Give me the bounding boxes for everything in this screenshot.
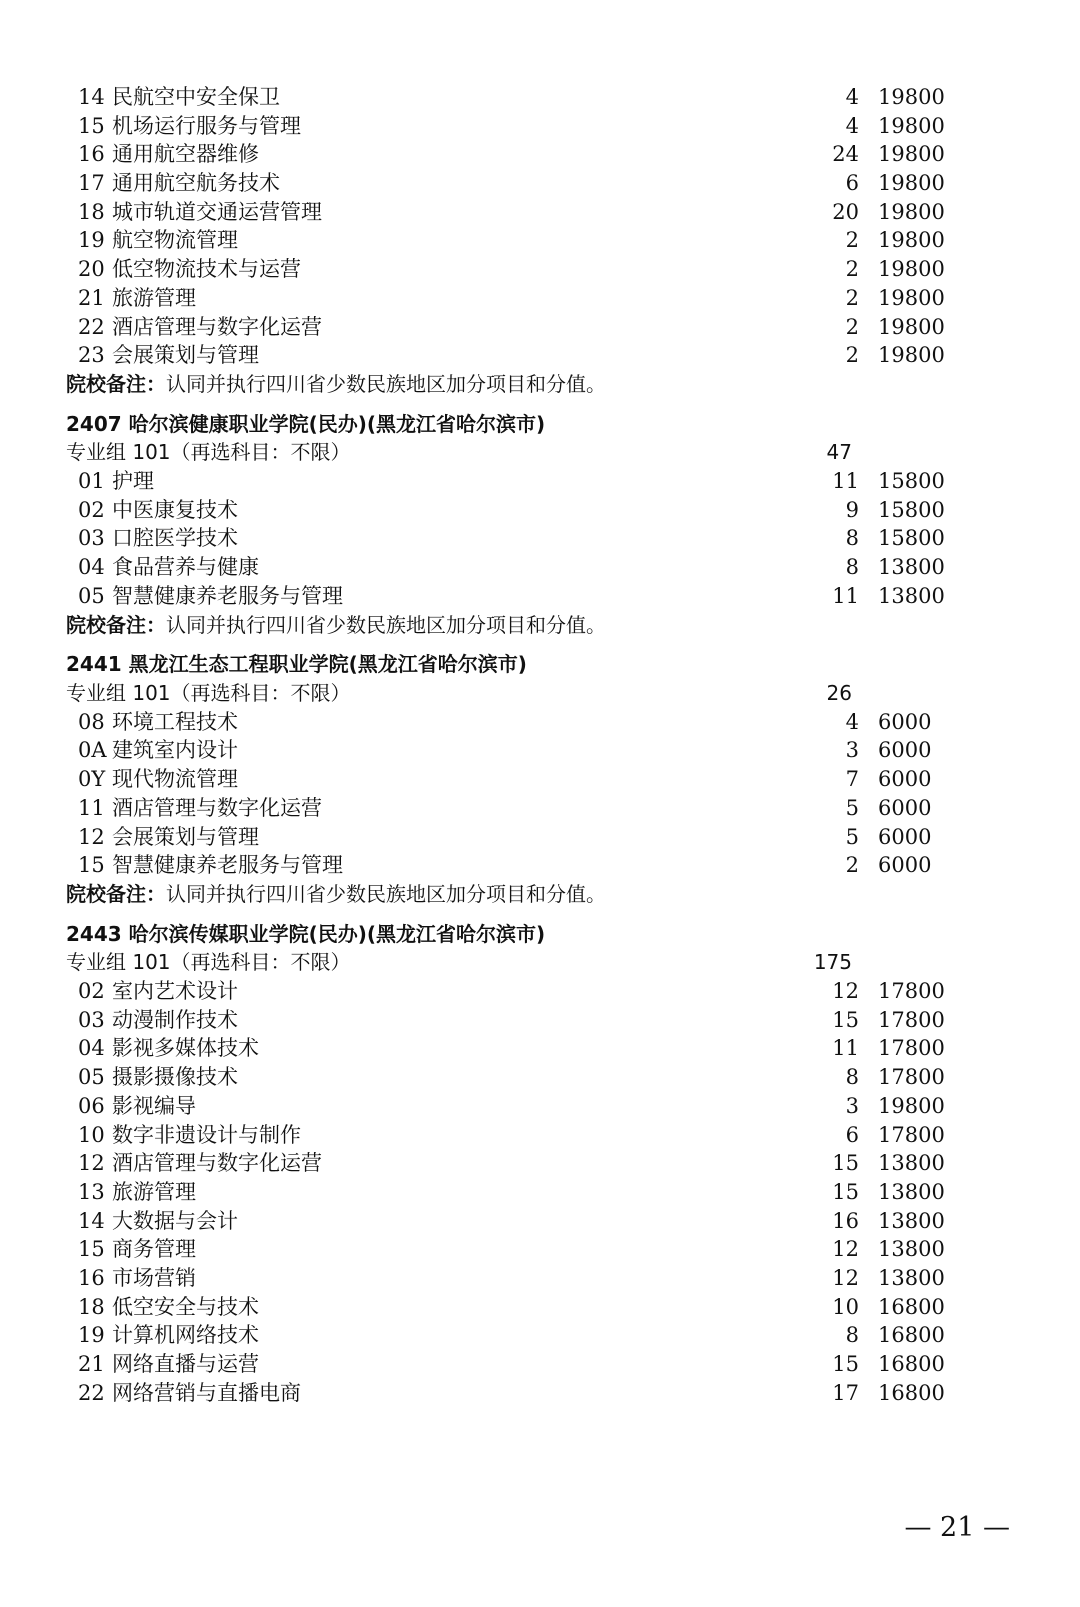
major-name: 大数据与会计 xyxy=(112,1209,238,1233)
major-quota: 4 xyxy=(845,85,859,109)
major-code: 14 xyxy=(78,85,105,109)
major-name: 室内艺术设计 xyxy=(112,979,238,1003)
major-quota: 11 xyxy=(832,1036,859,1060)
major-code: 02 xyxy=(78,498,105,522)
page-number: — 21 — xyxy=(904,1512,1010,1543)
major-code: 04 xyxy=(78,555,105,579)
school-name: 2443 哈尔滨传媒职业学院(民办)(黑龙江省哈尔滨市) xyxy=(66,922,546,946)
major-quota: 16 xyxy=(832,1209,859,1233)
major-code: 10 xyxy=(78,1123,105,1147)
major-row xyxy=(0,255,1080,284)
major-tuition: 16800 xyxy=(878,1323,945,1347)
major-name: 护理 xyxy=(112,469,154,493)
major-row xyxy=(0,140,1080,169)
major-name: 智慧健康养老服务与管理 xyxy=(112,584,343,608)
school-header xyxy=(0,920,1080,949)
major-row xyxy=(0,1350,1080,1379)
major-code: 03 xyxy=(78,1008,105,1032)
major-tuition: 19800 xyxy=(878,257,945,281)
major-name: 智慧健康养老服务与管理 xyxy=(112,853,343,877)
group-quota: 26 xyxy=(826,681,852,705)
major-tuition: 13800 xyxy=(878,555,945,579)
major-name: 市场营销 xyxy=(112,1266,196,1290)
major-tuition: 16800 xyxy=(878,1295,945,1319)
major-row xyxy=(0,851,1080,880)
major-tuition: 19800 xyxy=(878,85,945,109)
major-name: 旅游管理 xyxy=(112,286,196,310)
major-tuition: 15800 xyxy=(878,469,945,493)
major-tuition: 17800 xyxy=(878,979,945,1003)
major-row xyxy=(0,467,1080,496)
major-quota: 12 xyxy=(832,1237,859,1261)
major-code: 15 xyxy=(78,1237,105,1261)
major-code: 05 xyxy=(78,584,105,608)
major-name: 旅游管理 xyxy=(112,1180,196,1204)
major-tuition: 6000 xyxy=(878,796,932,820)
major-name: 口腔医学技术 xyxy=(112,526,238,550)
major-tuition: 17800 xyxy=(878,1008,945,1032)
note-body: 认同并执行四川省少数民族地区加分项目和分值。 xyxy=(166,613,606,637)
major-row xyxy=(0,823,1080,852)
major-code: 15 xyxy=(78,853,105,877)
major-quota: 8 xyxy=(845,526,859,550)
major-code: 05 xyxy=(78,1065,105,1089)
major-quota: 11 xyxy=(832,469,859,493)
major-name: 动漫制作技术 xyxy=(112,1008,238,1032)
major-row xyxy=(0,341,1080,370)
note-text xyxy=(66,611,606,640)
major-code: 17 xyxy=(78,171,105,195)
major-tuition: 19800 xyxy=(878,114,945,138)
major-code: 0A xyxy=(78,738,107,762)
group-header xyxy=(0,679,1080,708)
major-tuition: 19800 xyxy=(878,315,945,339)
note-label: 院校备注： xyxy=(66,882,166,906)
major-row xyxy=(0,284,1080,313)
major-code: 01 xyxy=(78,469,105,493)
major-name: 食品营养与健康 xyxy=(112,555,259,579)
major-tuition: 6000 xyxy=(878,710,932,734)
major-code: 08 xyxy=(78,710,105,734)
major-tuition: 6000 xyxy=(878,853,932,877)
school-name: 2441 黑龙江生态工程职业学院(黑龙江省哈尔滨市) xyxy=(66,652,527,676)
major-tuition: 15800 xyxy=(878,526,945,550)
major-code: 13 xyxy=(78,1180,105,1204)
major-code: 19 xyxy=(78,228,105,252)
major-code: 06 xyxy=(78,1094,105,1118)
major-row xyxy=(0,736,1080,765)
note-label: 院校备注： xyxy=(66,613,166,637)
school-header xyxy=(0,650,1080,679)
major-name: 数字非遗设计与制作 xyxy=(112,1123,301,1147)
major-name: 低空物流技术与运营 xyxy=(112,257,301,281)
major-name: 通用航空器维修 xyxy=(112,142,259,166)
major-code: 03 xyxy=(78,526,105,550)
major-row xyxy=(0,708,1080,737)
major-row xyxy=(0,553,1080,582)
major-tuition: 19800 xyxy=(878,228,945,252)
major-code: 15 xyxy=(78,114,105,138)
group-header xyxy=(0,948,1080,977)
major-row xyxy=(0,1293,1080,1322)
school-note xyxy=(0,370,1080,399)
major-code: 22 xyxy=(78,315,105,339)
major-quota: 2 xyxy=(845,257,859,281)
major-tuition: 13800 xyxy=(878,1209,945,1233)
group-label: 专业组 101（再选科目：不限） xyxy=(66,950,351,974)
major-code: 16 xyxy=(78,1266,105,1290)
major-name: 民航空中安全保卫 xyxy=(112,85,280,109)
major-code: 21 xyxy=(78,286,105,310)
group-header xyxy=(0,438,1080,467)
major-name: 建筑室内设计 xyxy=(112,738,238,762)
major-tuition: 13800 xyxy=(878,1237,945,1261)
major-quota: 8 xyxy=(845,1065,859,1089)
major-quota: 2 xyxy=(845,343,859,367)
major-tuition: 13800 xyxy=(878,1151,945,1175)
major-row xyxy=(0,1006,1080,1035)
major-row xyxy=(0,226,1080,255)
major-tuition: 13800 xyxy=(878,584,945,608)
school-name: 2407 哈尔滨健康职业学院(民办)(黑龙江省哈尔滨市) xyxy=(66,412,546,436)
group-quota: 175 xyxy=(813,950,852,974)
major-code: 21 xyxy=(78,1352,105,1376)
major-name: 低空安全与技术 xyxy=(112,1295,259,1319)
note-body: 认同并执行四川省少数民族地区加分项目和分值。 xyxy=(166,882,606,906)
major-row xyxy=(0,313,1080,342)
major-quota: 3 xyxy=(845,738,859,762)
major-tuition: 16800 xyxy=(878,1352,945,1376)
major-name: 会展策划与管理 xyxy=(112,343,259,367)
major-name: 会展策划与管理 xyxy=(112,825,259,849)
major-code: 12 xyxy=(78,1151,105,1175)
major-row xyxy=(0,1121,1080,1150)
major-tuition: 19800 xyxy=(878,142,945,166)
school-note xyxy=(0,611,1080,640)
major-name: 航空物流管理 xyxy=(112,228,238,252)
major-row xyxy=(0,198,1080,227)
major-row xyxy=(0,1034,1080,1063)
major-code: 04 xyxy=(78,1036,105,1060)
major-name: 影视多媒体技术 xyxy=(112,1036,259,1060)
school-header xyxy=(0,410,1080,439)
major-row xyxy=(0,794,1080,823)
major-row xyxy=(0,1149,1080,1178)
major-quota: 5 xyxy=(845,825,859,849)
major-code: 14 xyxy=(78,1209,105,1233)
major-quota: 2 xyxy=(845,853,859,877)
major-name: 城市轨道交通运营管理 xyxy=(112,200,322,224)
major-name: 摄影摄像技术 xyxy=(112,1065,238,1089)
major-row xyxy=(0,1092,1080,1121)
major-row xyxy=(0,524,1080,553)
major-code: 19 xyxy=(78,1323,105,1347)
major-row xyxy=(0,169,1080,198)
major-quota: 9 xyxy=(845,498,859,522)
major-quota: 8 xyxy=(845,1323,859,1347)
major-code: 0Y xyxy=(78,767,106,791)
major-quota: 15 xyxy=(832,1352,859,1376)
major-name: 计算机网络技术 xyxy=(112,1323,259,1347)
major-row xyxy=(0,1235,1080,1264)
major-quota: 3 xyxy=(845,1094,859,1118)
group-label: 专业组 101（再选科目：不限） xyxy=(66,440,351,464)
major-tuition: 13800 xyxy=(878,1266,945,1290)
major-quota: 20 xyxy=(832,200,859,224)
major-quota: 5 xyxy=(845,796,859,820)
major-quota: 17 xyxy=(832,1381,859,1405)
major-code: 16 xyxy=(78,142,105,166)
major-row xyxy=(0,496,1080,525)
major-tuition: 17800 xyxy=(878,1065,945,1089)
major-quota: 15 xyxy=(832,1008,859,1032)
major-name: 商务管理 xyxy=(112,1237,196,1261)
major-quota: 6 xyxy=(845,171,859,195)
major-row xyxy=(0,1063,1080,1092)
major-quota: 12 xyxy=(832,1266,859,1290)
major-row xyxy=(0,582,1080,611)
group-quota: 47 xyxy=(826,440,852,464)
major-row xyxy=(0,1264,1080,1293)
major-code: 22 xyxy=(78,1381,105,1405)
major-quota: 4 xyxy=(845,710,859,734)
major-row xyxy=(0,1321,1080,1350)
major-row xyxy=(0,1178,1080,1207)
major-row xyxy=(0,977,1080,1006)
major-quota: 6 xyxy=(845,1123,859,1147)
major-tuition: 6000 xyxy=(878,767,932,791)
major-quota: 12 xyxy=(832,979,859,1003)
major-name: 酒店管理与数字化运营 xyxy=(112,315,322,339)
major-tuition: 6000 xyxy=(878,738,932,762)
major-name: 中医康复技术 xyxy=(112,498,238,522)
note-text xyxy=(66,370,606,399)
major-code: 18 xyxy=(78,200,105,224)
major-tuition: 19800 xyxy=(878,343,945,367)
major-name: 网络直播与运营 xyxy=(112,1352,259,1376)
major-row xyxy=(0,112,1080,141)
major-code: 20 xyxy=(78,257,105,281)
major-name: 通用航空航务技术 xyxy=(112,171,280,195)
school-note xyxy=(0,880,1080,909)
note-label: 院校备注： xyxy=(66,372,166,396)
major-row xyxy=(0,1207,1080,1236)
major-tuition: 16800 xyxy=(878,1381,945,1405)
note-body: 认同并执行四川省少数民族地区加分项目和分值。 xyxy=(166,372,606,396)
major-tuition: 17800 xyxy=(878,1123,945,1147)
major-quota: 7 xyxy=(845,767,859,791)
major-quota: 15 xyxy=(832,1180,859,1204)
major-quota: 2 xyxy=(845,286,859,310)
major-tuition: 19800 xyxy=(878,171,945,195)
major-quota: 4 xyxy=(845,114,859,138)
major-tuition: 17800 xyxy=(878,1036,945,1060)
major-name: 影视编导 xyxy=(112,1094,196,1118)
major-tuition: 19800 xyxy=(878,200,945,224)
major-code: 02 xyxy=(78,979,105,1003)
major-tuition: 15800 xyxy=(878,498,945,522)
major-tuition: 6000 xyxy=(878,825,932,849)
major-row xyxy=(0,1379,1080,1408)
major-quota: 2 xyxy=(845,228,859,252)
group-label: 专业组 101（再选科目：不限） xyxy=(66,681,351,705)
major-name: 酒店管理与数字化运营 xyxy=(112,796,322,820)
major-row xyxy=(0,83,1080,112)
major-row xyxy=(0,765,1080,794)
major-quota: 8 xyxy=(845,555,859,579)
major-quota: 10 xyxy=(832,1295,859,1319)
major-name: 网络营销与直播电商 xyxy=(112,1381,301,1405)
major-tuition: 19800 xyxy=(878,286,945,310)
major-quota: 24 xyxy=(832,142,859,166)
major-name: 机场运行服务与管理 xyxy=(112,114,301,138)
note-text xyxy=(66,880,606,909)
major-code: 18 xyxy=(78,1295,105,1319)
major-code: 12 xyxy=(78,825,105,849)
major-name: 酒店管理与数字化运营 xyxy=(112,1151,322,1175)
major-tuition: 13800 xyxy=(878,1180,945,1204)
major-code: 23 xyxy=(78,343,105,367)
major-quota: 2 xyxy=(845,315,859,339)
major-quota: 15 xyxy=(832,1151,859,1175)
major-quota: 11 xyxy=(832,584,859,608)
major-tuition: 19800 xyxy=(878,1094,945,1118)
major-name: 环境工程技术 xyxy=(112,710,238,734)
major-code: 11 xyxy=(78,796,105,820)
major-name: 现代物流管理 xyxy=(112,767,238,791)
